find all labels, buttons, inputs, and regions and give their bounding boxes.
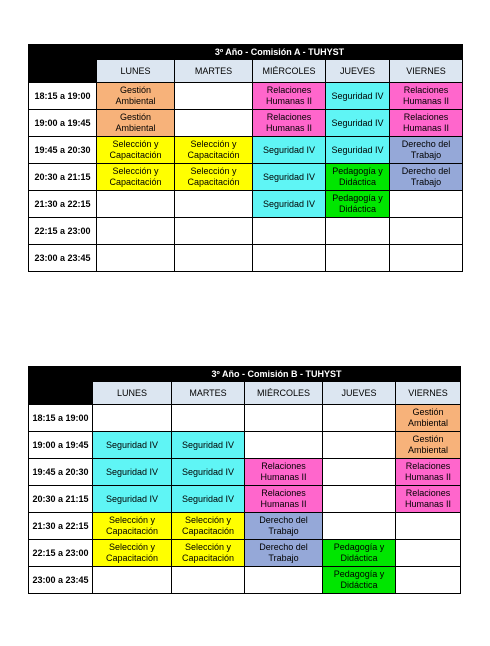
table-title: 3º Año - Comisión A - TUHYST bbox=[97, 45, 463, 60]
class-cell: Pedagogía y Didáctica bbox=[326, 164, 390, 191]
time-slot-label: 19:00 a 19:45 bbox=[29, 110, 97, 137]
class-cell: Seguridad IV bbox=[172, 486, 245, 513]
day-header: MIÉRCOLES bbox=[245, 382, 323, 405]
day-header-row bbox=[29, 382, 461, 405]
time-slot-label: 18:15 a 19:00 bbox=[29, 83, 97, 110]
time-slot-row bbox=[29, 432, 461, 459]
empty-cell bbox=[245, 405, 323, 432]
table-title: 3º Año - Comisión B - TUHYST bbox=[93, 367, 461, 382]
empty-cell bbox=[396, 540, 461, 567]
time-slot-label: 19:45 a 20:30 bbox=[29, 137, 97, 164]
empty-cell bbox=[175, 191, 253, 218]
empty-cell bbox=[390, 245, 463, 272]
class-cell: Derecho del Trabajo bbox=[390, 164, 463, 191]
time-slot-row bbox=[29, 110, 463, 137]
empty-cell bbox=[93, 405, 172, 432]
empty-cell bbox=[93, 567, 172, 594]
class-cell: Selección y Capacitación bbox=[93, 513, 172, 540]
title-row bbox=[29, 45, 463, 60]
class-cell: Selección y Capacitación bbox=[172, 540, 245, 567]
class-cell: Seguridad IV bbox=[172, 459, 245, 486]
time-slot-label: 20:30 a 21:15 bbox=[29, 486, 93, 513]
class-cell: Relaciones Humanas II bbox=[245, 486, 323, 513]
time-slot-label: 23:00 a 23:45 bbox=[29, 567, 93, 594]
class-cell: Selección y Capacitación bbox=[97, 137, 175, 164]
schedule-table-comision-a bbox=[28, 44, 463, 272]
time-slot-row bbox=[29, 137, 463, 164]
day-header: LUNES bbox=[93, 382, 172, 405]
day-header: JUEVES bbox=[326, 60, 390, 83]
class-cell: Relaciones Humanas II bbox=[245, 459, 323, 486]
class-cell: Gestión Ambiental bbox=[396, 432, 461, 459]
class-cell: Seguridad IV bbox=[253, 191, 326, 218]
time-slot-label: 19:00 a 19:45 bbox=[29, 432, 93, 459]
class-cell: Derecho del Trabajo bbox=[245, 513, 323, 540]
class-cell: Seguridad IV bbox=[253, 164, 326, 191]
empty-cell bbox=[172, 567, 245, 594]
class-cell: Seguridad IV bbox=[326, 110, 390, 137]
class-cell: Selección y Capacitación bbox=[172, 513, 245, 540]
time-slot-row bbox=[29, 164, 463, 191]
time-slot-row bbox=[29, 567, 461, 594]
class-cell: Pedagogía y Didáctica bbox=[323, 567, 396, 594]
class-cell: Relaciones Humanas II bbox=[396, 459, 461, 486]
empty-cell bbox=[175, 218, 253, 245]
day-header: MARTES bbox=[172, 382, 245, 405]
class-cell: Relaciones Humanas II bbox=[253, 83, 326, 110]
class-cell: Derecho del Trabajo bbox=[245, 540, 323, 567]
class-cell: Seguridad IV bbox=[326, 137, 390, 164]
time-slot-row bbox=[29, 540, 461, 567]
time-slot-label: 18:15 a 19:00 bbox=[29, 405, 93, 432]
empty-cell bbox=[172, 405, 245, 432]
time-slot-row bbox=[29, 245, 463, 272]
class-cell: Selección y Capacitación bbox=[175, 137, 253, 164]
schedule-table-comision-b bbox=[28, 366, 461, 594]
time-slot-label: 21:30 a 22:15 bbox=[29, 191, 97, 218]
time-slot-row bbox=[29, 486, 461, 513]
empty-cell bbox=[323, 513, 396, 540]
class-cell: Selección y Capacitación bbox=[175, 164, 253, 191]
time-slot-label: 20:30 a 21:15 bbox=[29, 164, 97, 191]
empty-cell bbox=[396, 513, 461, 540]
class-cell: Seguridad IV bbox=[326, 83, 390, 110]
title-row bbox=[29, 367, 461, 382]
empty-cell bbox=[97, 245, 175, 272]
time-slot-row bbox=[29, 191, 463, 218]
empty-cell bbox=[245, 432, 323, 459]
empty-cell bbox=[253, 245, 326, 272]
time-slot-label: 19:45 a 20:30 bbox=[29, 459, 93, 486]
empty-cell bbox=[97, 191, 175, 218]
empty-cell bbox=[175, 110, 253, 137]
class-cell: Selección y Capacitación bbox=[97, 164, 175, 191]
class-cell: Derecho del Trabajo bbox=[390, 137, 463, 164]
time-slot-label: 22:15 a 23:00 bbox=[29, 218, 97, 245]
empty-cell bbox=[175, 245, 253, 272]
empty-cell bbox=[323, 405, 396, 432]
class-cell: Relaciones Humanas II bbox=[390, 83, 463, 110]
time-slot-label: 21:30 a 22:15 bbox=[29, 513, 93, 540]
empty-cell bbox=[253, 218, 326, 245]
time-slot-row bbox=[29, 218, 463, 245]
class-cell: Seguridad IV bbox=[172, 432, 245, 459]
time-slot-row bbox=[29, 405, 461, 432]
day-header: MIÉRCOLES bbox=[253, 60, 326, 83]
class-cell: Pedagogía y Didáctica bbox=[326, 191, 390, 218]
day-header: VIERNES bbox=[390, 60, 463, 83]
time-slot-row bbox=[29, 83, 463, 110]
class-cell: Seguridad IV bbox=[93, 459, 172, 486]
day-header: MARTES bbox=[175, 60, 253, 83]
day-header: LUNES bbox=[97, 60, 175, 83]
empty-cell bbox=[97, 218, 175, 245]
empty-cell bbox=[175, 83, 253, 110]
empty-cell bbox=[323, 459, 396, 486]
empty-cell bbox=[323, 432, 396, 459]
class-cell: Relaciones Humanas II bbox=[390, 110, 463, 137]
day-header: JUEVES bbox=[323, 382, 396, 405]
empty-cell bbox=[390, 218, 463, 245]
class-cell: Relaciones Humanas II bbox=[396, 486, 461, 513]
empty-cell bbox=[323, 486, 396, 513]
class-cell: Relaciones Humanas II bbox=[253, 110, 326, 137]
time-slot-row bbox=[29, 513, 461, 540]
class-cell: Gestión Ambiental bbox=[97, 83, 175, 110]
time-slot-label: 23:00 a 23:45 bbox=[29, 245, 97, 272]
empty-cell bbox=[245, 567, 323, 594]
class-cell: Seguridad IV bbox=[93, 432, 172, 459]
empty-cell bbox=[396, 567, 461, 594]
corner-cell bbox=[29, 45, 97, 83]
time-slot-row bbox=[29, 459, 461, 486]
class-cell: Seguridad IV bbox=[93, 486, 172, 513]
class-cell: Selección y Capacitación bbox=[93, 540, 172, 567]
day-header: VIERNES bbox=[396, 382, 461, 405]
empty-cell bbox=[390, 191, 463, 218]
class-cell: Seguridad IV bbox=[253, 137, 326, 164]
class-cell: Gestión Ambiental bbox=[97, 110, 175, 137]
empty-cell bbox=[326, 245, 390, 272]
empty-cell bbox=[326, 218, 390, 245]
corner-cell bbox=[29, 367, 93, 405]
class-cell: Pedagogía y Didáctica bbox=[323, 540, 396, 567]
class-cell: Gestión Ambiental bbox=[396, 405, 461, 432]
time-slot-label: 22:15 a 23:00 bbox=[29, 540, 93, 567]
